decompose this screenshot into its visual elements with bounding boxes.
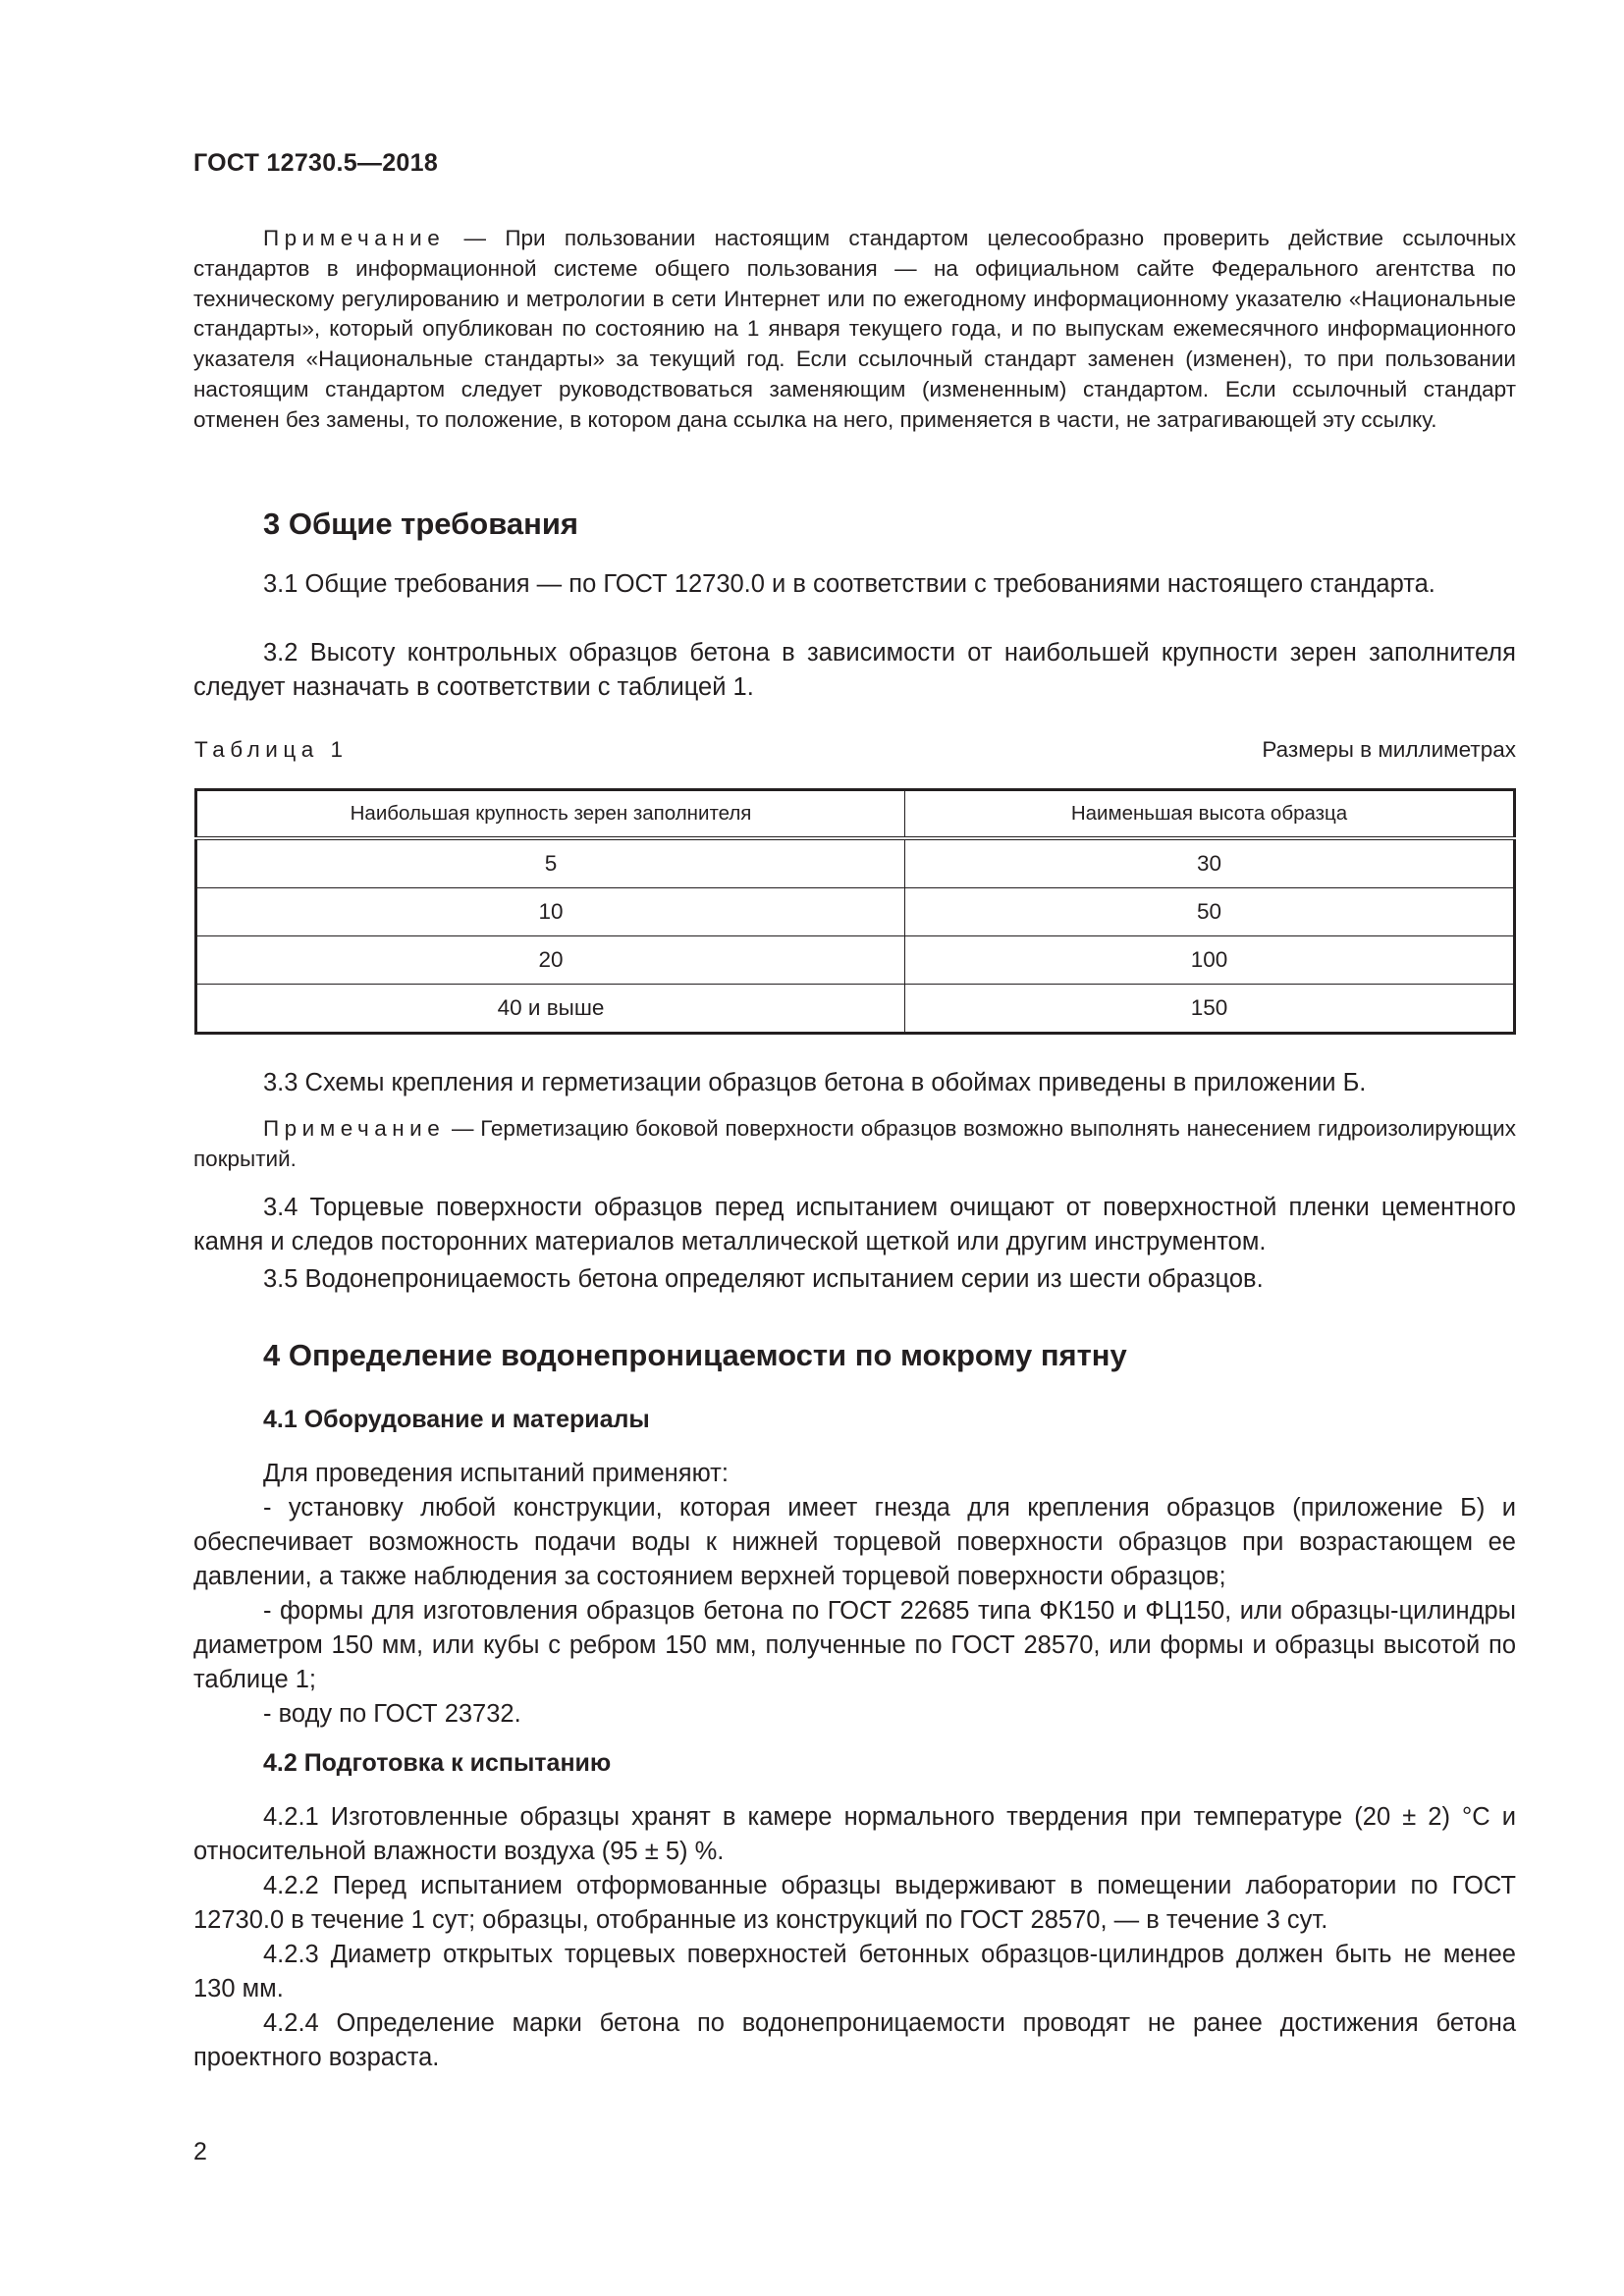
table-header-cell: Наибольшая крупность зерен заполнителя <box>196 790 905 839</box>
paragraph-4-2-2: 4.2.2 Перед испытанием отформованные образцы выдерживают в помещении лаборатории по ГОСТ 12730.0 в течение 1 сут; образцы, отобранные из конструкций по ГОСТ 28570, — в течение 3 сут. <box>193 1872 1516 1934</box>
table-row <box>196 888 1515 936</box>
paragraph-4-1-intro: Для проведения испытаний применяют: <box>263 1460 729 1487</box>
section-3-heading: 3 Общие требования <box>263 507 578 541</box>
note-label: Примечание <box>263 1116 446 1141</box>
table-row <box>196 936 1515 985</box>
paragraph-3-5: 3.5 Водонепроницаемость бетона определяют испытанием серии из шести образцов. <box>263 1265 1264 1293</box>
paragraph-4-2-4: 4.2.4 Определение марки бетона по водонепроницаемости проводят не ранее достижения бетона проектного возраста. <box>193 2009 1516 2071</box>
table-units: Размеры в миллиметрах <box>1262 737 1516 762</box>
paragraph-4-2-1: 4.2.1 Изготовленные образцы хранят в камере нормального твердения при температуре (20 ± 2) °С и относительной влажности воздуха (95 ± 5) %. <box>193 1803 1516 1865</box>
note-text: Герметизацию боковой поверхности образцов возможно выполнять нанесением гидроизолирующих покрытий. <box>193 1116 1516 1171</box>
note-sealing <box>193 1114 1516 1175</box>
table-cell: 50 <box>905 888 1515 936</box>
note-dash: — <box>445 226 506 250</box>
table-row <box>196 838 1515 888</box>
document-header: ГОСТ 12730.5—2018 <box>193 149 439 177</box>
paragraph-4-2-3: 4.2.3 Диаметр открытых торцевых поверхностей бетонных образцов-цилиндров должен быть не менее 130 мм. <box>193 1941 1516 2002</box>
table-1 <box>194 788 1516 1035</box>
note-text: При пользовании настоящим стандартом целесообразно проверить действие ссылочных стандартов в информационной системе общего пользования — на официальном сайте Федерального агентства по техническому регулированию и метрологии в сети Интернет или по ежегодному информационному указателю «Национальные стандарты», который опубликован по состоянию на 1 января текущего года, и по выпускам ежемесячного информационного указателя «Национальные стандарты» за текущий год. Если ссылочный стандарт заменен (изменен), то при пользовании настоящим стандартом следует руководствоваться заменяющим (измененным) стандартом. Если ссылочный стандарт отменен без замены, то положение, в котором дана ссылка на него, применяется в части, не затрагивающей эту ссылку. <box>193 226 1516 432</box>
paragraph-3-3: 3.3 Схемы крепления и герметизации образцов бетона в обоймах приведены в приложении Б. <box>263 1069 1367 1096</box>
section-4-heading: 4 Определение водонепроницаемости по мокрому пятну <box>263 1338 1127 1372</box>
paragraph-3-1: 3.1 Общие требования — по ГОСТ 12730.0 и в соответствии с требованиями настоящего стандарта. <box>263 570 1435 598</box>
note-references <box>193 224 1516 436</box>
table-cell: 20 <box>196 936 905 985</box>
table-row <box>196 985 1515 1034</box>
table-cell: 5 <box>196 838 905 888</box>
table-header-cell: Наименьшая высота образца <box>905 790 1515 839</box>
list-item: - установку любой конструкции, которая имеет гнезда для крепления образцов (приложение Б) и обеспечивает возможность подачи воды к нижней торцевой поверхности образцов при возрастающем ее давлении, а также наблюдения за состоянием верхней торцевой поверхности образцов; <box>193 1494 1516 1590</box>
list-item: - воду по ГОСТ 23732. <box>263 1700 521 1728</box>
subsection-4-1-heading: 4.1 Оборудование и материалы <box>263 1406 650 1433</box>
page-number: 2 <box>193 2138 207 2165</box>
note-dash: — <box>445 1116 481 1141</box>
paragraph-3-4: 3.4 Торцевые поверхности образцов перед испытанием очищают от поверхностной пленки цементного камня и следов посторонних материалов металлической щеткой или другим инструментом. <box>193 1194 1516 1255</box>
table-header-row <box>196 790 1515 839</box>
table-cell: 100 <box>905 936 1515 985</box>
subsection-4-2-heading: 4.2 Подготовка к испытанию <box>263 1749 612 1777</box>
note-label: Примечание <box>263 226 446 250</box>
table-cell: 150 <box>905 985 1515 1034</box>
table-cell: 30 <box>905 838 1515 888</box>
table-caption: Таблица 1 <box>194 737 349 762</box>
paragraph-3-2: 3.2 Высоту контрольных образцов бетона в зависимости от наибольшей крупности зерен заполнителя следует назначать в соответствии с таблицей 1. <box>193 639 1516 701</box>
list-item: - формы для изготовления образцов бетона по ГОСТ 22685 типа ФК150 и ФЦ150, или образцы-цилиндры диаметром 150 мм, или кубы с ребром 150 мм, полученные по ГОСТ 28570, или формы и образцы высотой по таблице 1; <box>193 1597 1516 1693</box>
table-cell: 10 <box>196 888 905 936</box>
table-cell: 40 и выше <box>196 985 905 1034</box>
